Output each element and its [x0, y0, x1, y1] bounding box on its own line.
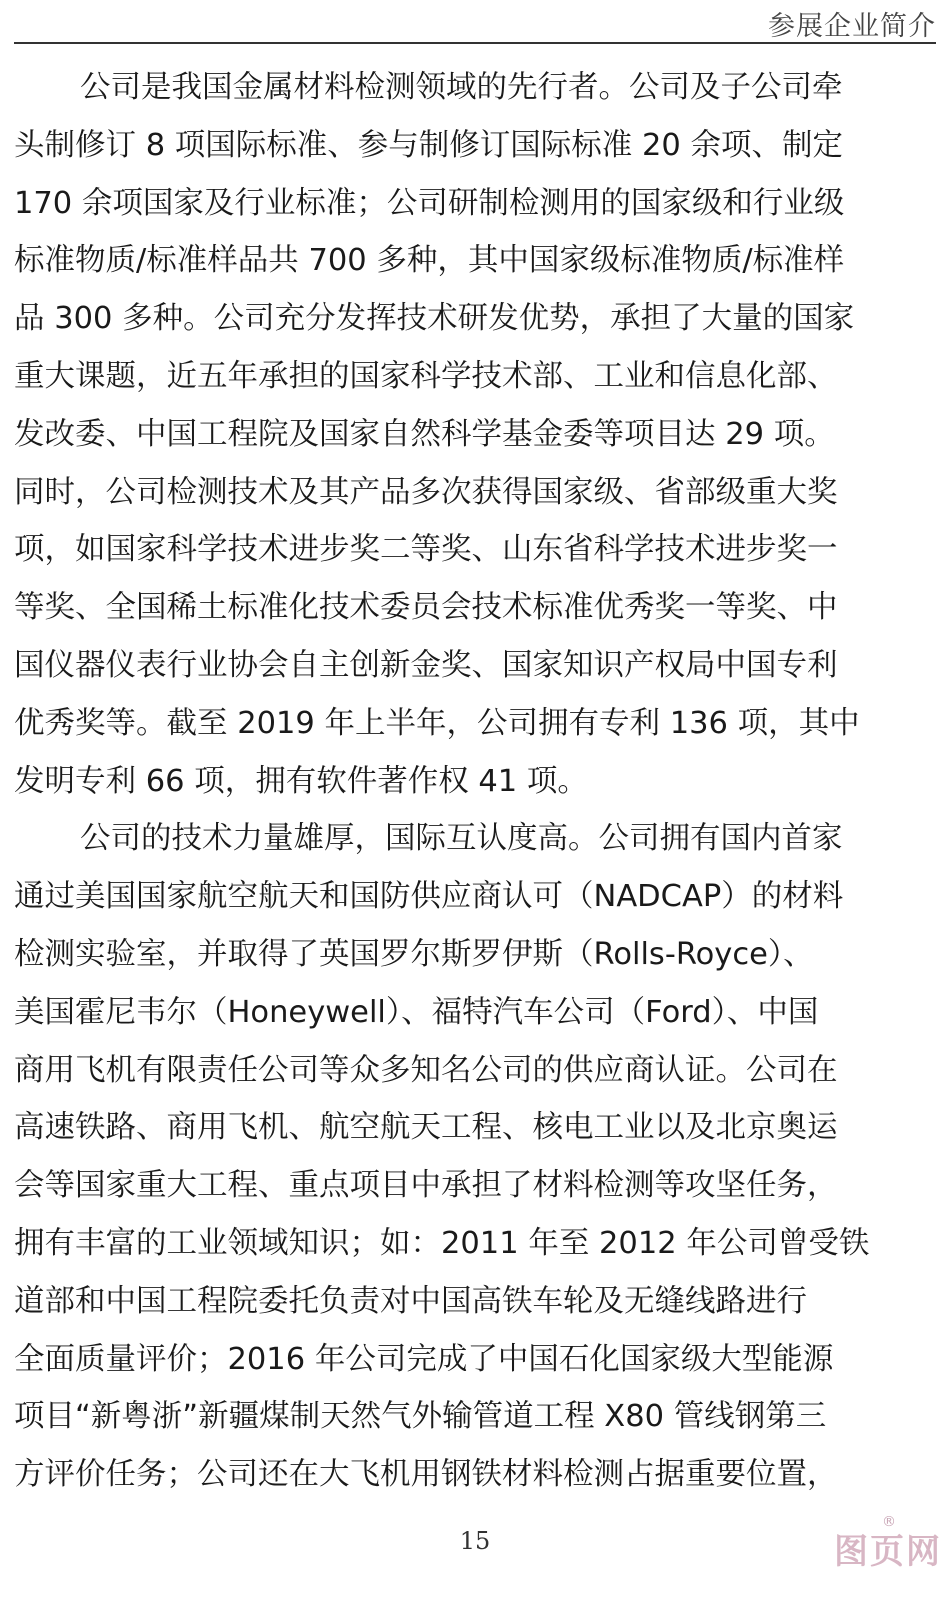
- page-number: 15: [459, 1527, 491, 1555]
- paragraph-1-line-11: 国仪器仪表行业协会自主创新金奖、国家知识产权局中国专利: [14, 647, 838, 683]
- paragraph-1-line-9: 项，如国家科学技术进步奖二等奖、山东省科学技术进步奖一: [14, 532, 838, 568]
- paragraph-2-line-10: 全面质量评价；2016 年公司完成了中国石化国家级大型能源: [14, 1341, 834, 1377]
- header-title: 参展企业简介: [768, 11, 936, 42]
- paragraph-1-line-3: 170 余项国家及行业标准；公司研制检测用的国家级和行业级: [14, 185, 845, 221]
- paragraph-2-line-5: 商用飞机有限责任公司等众多知名公司的供应商认证。公司在: [14, 1052, 838, 1088]
- registered-mark: ®: [882, 1514, 898, 1530]
- paragraph-2-line-3: 检测实验室，并取得了英国罗尔斯罗伊斯（Rolls-Royce）、: [14, 936, 814, 972]
- page-header: [14, 0, 936, 44]
- paragraph-1-line-10: 等奖、全国稀土标准化技术委员会技术标准优秀奖一等奖、中: [14, 590, 838, 626]
- watermark-logo: [834, 1514, 942, 1573]
- paragraph-2-line-8: 拥有丰富的工业领域知识；如：2011 年至 2012 年公司曾受铁: [14, 1225, 870, 1261]
- paragraph-1-line-5: 品 300 多种。公司充分发挥技术研发优势，承担了大量的国家: [14, 301, 855, 337]
- body-text: [14, 59, 920, 1504]
- paragraph-1-line-7: 发改委、中国工程院及国家自然科学基金委等项目达 29 项。: [14, 416, 835, 452]
- paragraph-2-line-12: 方评价任务；公司还在大飞机用钢铁材料检测占据重要位置，: [14, 1457, 838, 1493]
- paragraph-1-line-1: 公司是我国金属材料检测领域的先行者。公司及子公司牵: [80, 70, 843, 105]
- paragraph-2-line-2: 通过美国国家航空航天和国防供应商认可（NADCAP）的材料: [14, 879, 844, 915]
- paragraph-1-line-4: 标准物质/标准样品共 700 多种，其中国家级标准物质/标准样: [14, 243, 845, 279]
- paragraph-1-line-6: 重大课题，近五年承担的国家科学技术部、工业和信息化部、: [14, 358, 838, 394]
- paragraph-1-line-2: 头制修订 8 项国际标准、参与制修订国际标准 20 余项、制定: [14, 127, 843, 163]
- watermark-text: 图页网: [834, 1532, 942, 1572]
- paragraph-2-line-6: 高速铁路、商用飞机、航空航天工程、核电工业以及北京奥运: [14, 1110, 838, 1146]
- paragraph-1-line-13: 发明专利 66 项，拥有软件著作权 41 项。: [14, 763, 588, 799]
- paragraph-2-line-9: 道部和中国工程院委托负责对中国高铁车轮及无缝线路进行: [14, 1283, 807, 1319]
- paragraph-2-line-7: 会等国家重大工程、重点项目中承担了材料检测等攻坚任务，: [14, 1168, 838, 1204]
- paragraph-1-line-8: 同时，公司检测技术及其产品多次获得国家级、省部级重大奖: [14, 474, 838, 510]
- paragraph-2-line-4: 美国霍尼韦尔（Honeywell）、福特汽车公司（Ford）、中国: [14, 994, 819, 1030]
- paragraph-2-line-11: 项目“新粤浙”新疆煤制天然气外输管道工程 X80 管线钢第三: [14, 1399, 827, 1435]
- paragraph-2-line-1: 公司的技术力量雄厚，国际互认度高。公司拥有国内首家: [80, 821, 843, 857]
- paragraph-1-line-12: 优秀奖等。截至 2019 年上半年，公司拥有专利 136 项，其中: [14, 705, 860, 741]
